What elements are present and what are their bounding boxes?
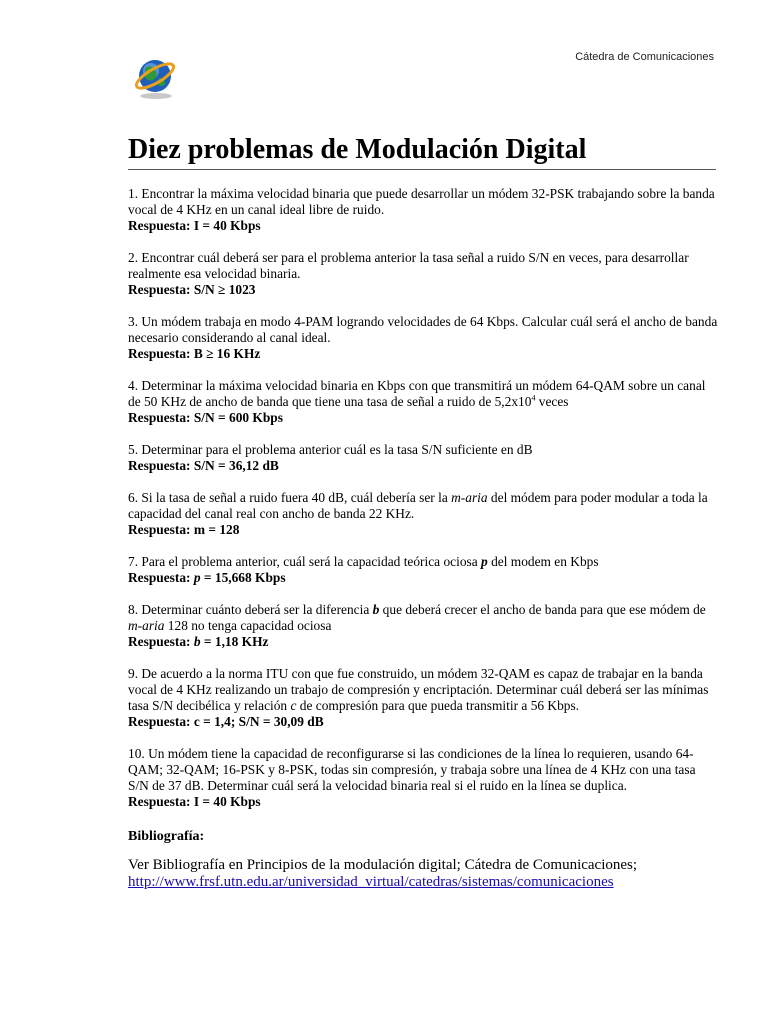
problem-answer: Respuesta: I = 40 Kbps	[128, 218, 261, 233]
problem-answer: Respuesta: S/N = 600 Kbps	[128, 410, 283, 425]
header-department: Cátedra de Comunicaciones	[575, 51, 714, 63]
bibliography-link[interactable]: http://www.frsf.utn.edu.ar/universidad_virtual/catedras/sistemas/comunicaciones	[128, 874, 614, 890]
globe-icon	[133, 56, 179, 100]
problem-10	[128, 746, 718, 810]
problem-answer: Respuesta: I = 40 Kbps	[128, 794, 261, 809]
problem-7	[128, 554, 718, 586]
page-title: Diez problemas de Modulación Digital	[128, 132, 716, 170]
problem-text: 9. De acuerdo a la norma ITU con que fue construido, un módem 32-QAM es capaz de trabajar en la banda vocal de 4 KHz realizando un trabajo de compresión y encriptación. Determinar cuál deberá ser las mínimas tasa S/N decibélica y relación c de compresión para que pueda transmitir a 56 Kbps.	[128, 666, 709, 713]
problem-text: 2. Encontrar cuál deberá ser para el problema anterior la tasa señal a ruido S/N en veces, para desarrollar realmente esa velocidad binaria.	[128, 250, 689, 281]
problem-text: 10. Un módem tiene la capacidad de reconfigurarse si las condiciones de la línea lo requieren, usando 64-QAM; 32-QAM; 16-PSK y 8-PSK, todas sin compresión, y trabaja sobre una línea de 4 KHz con una tasa S/N de 37 dB. Determinar cuál será la velocidad binaria real si el ruido en la línea se duplica.	[128, 746, 696, 793]
problem-answer: Respuesta: S/N ≥ 1023	[128, 282, 256, 297]
problem-answer: Respuesta: c = 1,4; S/N = 30,09 dB	[128, 714, 324, 729]
problem-text: 4. Determinar la máxima velocidad binaria en Kbps con que transmitirá un módem 64-QAM sobre un canal de 50 KHz de ancho de banda que tiene una tasa de señal a ruido de $5,2x10^4$ veces	[128, 378, 706, 409]
exponent: 4	[531, 393, 536, 403]
problem-list	[128, 186, 718, 826]
problem-answer: Respuesta: m = 128	[128, 522, 240, 537]
problem-answer: Respuesta: p = 15,668 Kbps	[128, 570, 286, 585]
problem-5	[128, 442, 718, 474]
problem-2	[128, 250, 718, 298]
problem-answer: Respuesta: b = 1,18 KHz	[128, 634, 269, 649]
problem-6	[128, 490, 718, 538]
bibliography	[128, 829, 728, 891]
problem-1	[128, 186, 718, 234]
problem-text: 5. Determinar para el problema anterior cuál es la tasa S/N suficiente en dB	[128, 442, 533, 457]
problem-4	[128, 378, 718, 426]
problem-9	[128, 666, 718, 730]
problem-text: 3. Un módem trabaja en modo 4-PAM logrando velocidades de 64 Kbps. Calcular cuál será el ancho de banda necesario considerando al canal ideal.	[128, 314, 718, 345]
problem-answer: Respuesta: S/N = 36,12 dB	[128, 458, 279, 473]
problem-answer: Respuesta: B ≥ 16 KHz	[128, 346, 261, 361]
bibliography-title: Bibliografía:	[128, 829, 205, 844]
problem-text: 6. Si la tasa de señal a ruido fuera 40 dB, cuál debería ser la m-aria del módem para poder modular a toda la capacidad del canal real con ancho de banda 22 KHz.	[128, 490, 708, 521]
bibliography-text: Ver Bibliografía en Principios de la modulación digital; Cátedra de Comunicaciones;	[128, 857, 638, 873]
problem-3	[128, 314, 718, 362]
problem-text: 7. Para el problema anterior, cuál será la capacidad teórica ociosa p del modem en Kbps	[128, 554, 599, 569]
problem-text: 8. Determinar cuánto deberá ser la diferencia b que deberá crecer el ancho de banda para que ese módem de m-aria 128 no tenga capacidad ociosa	[128, 602, 706, 633]
problem-text: 1. Encontrar la máxima velocidad binaria que puede desarrollar un módem 32-PSK trabajando sobre la banda vocal de 4 KHz en un canal ideal libre de ruido.	[128, 186, 715, 217]
problem-8	[128, 602, 718, 650]
